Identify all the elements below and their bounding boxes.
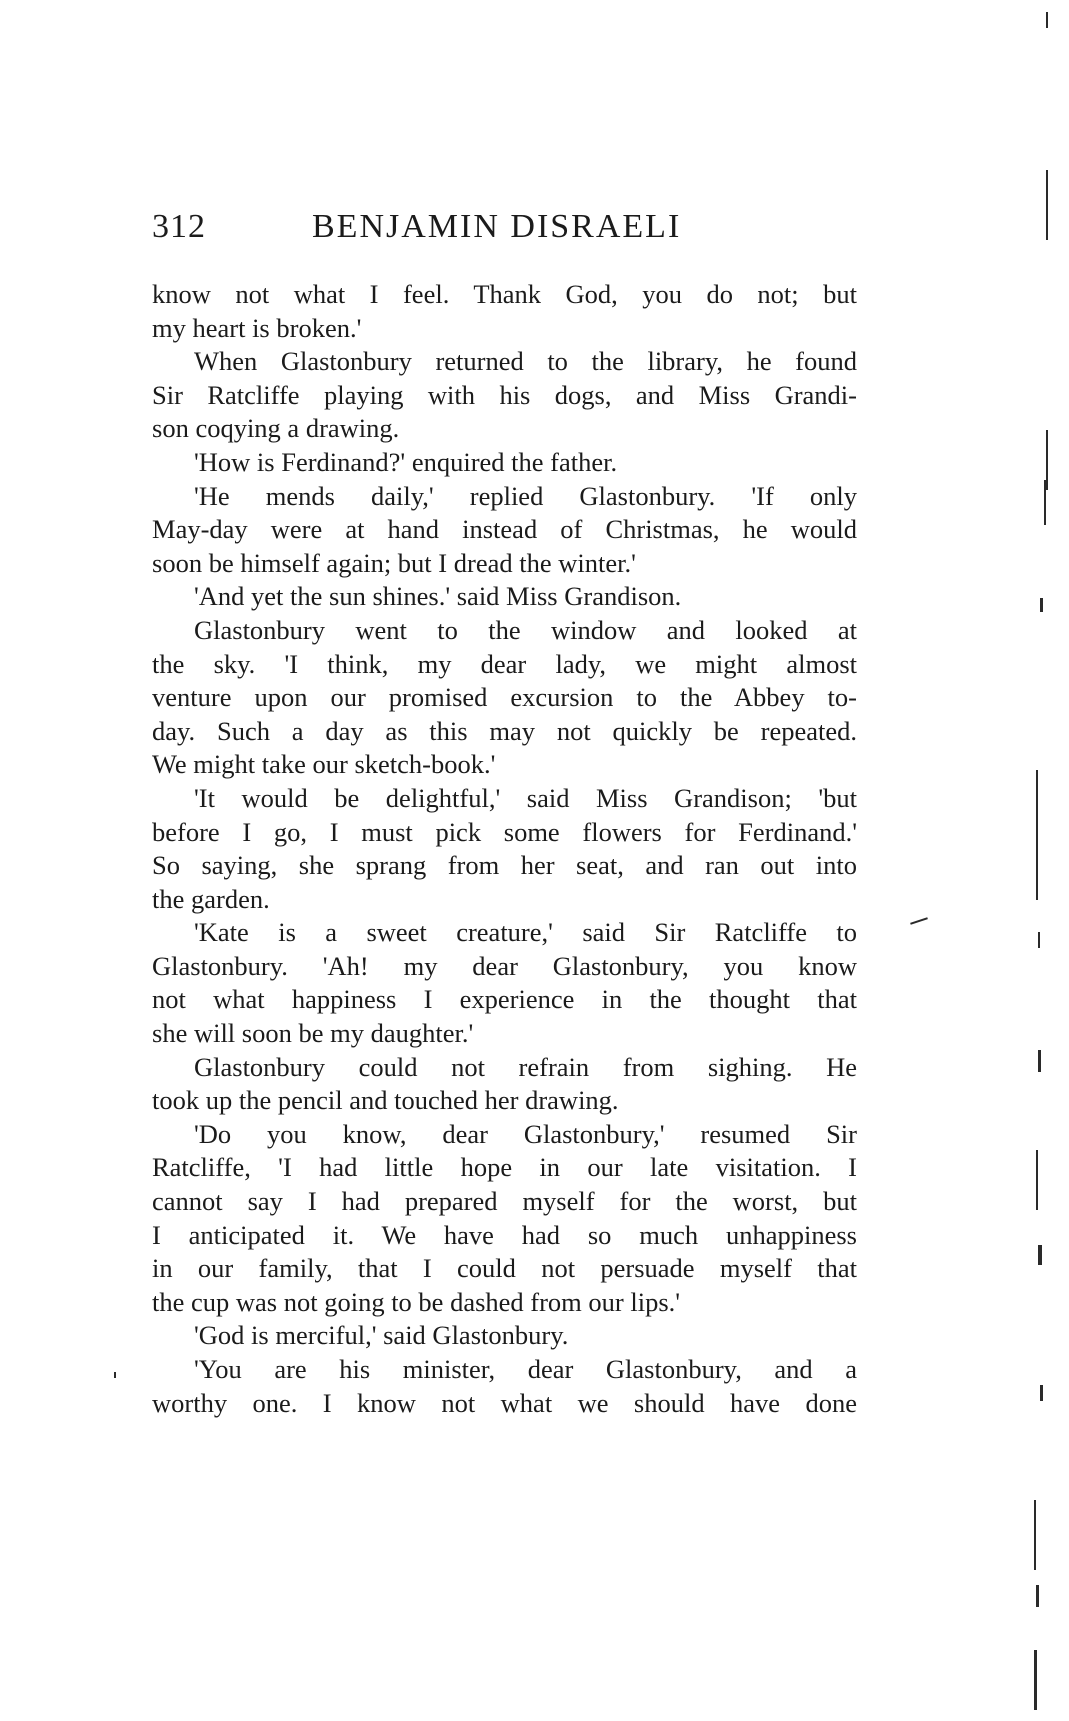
- text-line: before I go, I must pick some flowers for Ferdinand.': [152, 816, 857, 847]
- text-line: 'You are his minister, dear Glastonbury, and a: [194, 1354, 857, 1384]
- scan-artifact: [1036, 1150, 1038, 1210]
- text-line: 'How is Ferdinand?' enquired the father.: [194, 446, 618, 477]
- text-line: We might take our sketch-book.': [152, 749, 496, 780]
- running-head: BENJAMIN DISRAELI: [312, 208, 682, 245]
- text-line: 'He mends daily,' replied Glastonbury. 'If only: [194, 480, 857, 511]
- text-line: my heart is broken.': [152, 312, 362, 343]
- text-line: cannot say I had prepared myself for the worst, but: [152, 1186, 857, 1217]
- scan-artifact: [1046, 430, 1048, 490]
- text-line: Glastonbury. 'Ah! my dear Glastonbury, you know: [152, 950, 857, 981]
- text-line: 'Do you know, dear Glastonbury,' resumed Sir: [194, 1118, 857, 1149]
- text-line: I anticipated it. We have had so much unhappiness: [152, 1219, 857, 1250]
- text-line: the sky. 'I think, my dear lady, we might almost: [152, 648, 857, 679]
- scan-artifact: [1038, 1245, 1042, 1265]
- body-text: [152, 278, 857, 1420]
- text-line: worthy one. I know not what we should have done: [152, 1387, 857, 1418]
- text-line: 'Kate is a sweet creature,' said Sir Ratcliffe to: [194, 917, 857, 948]
- scan-artifact: [1036, 770, 1038, 900]
- scan-artifact: [114, 1372, 116, 1378]
- scan-artifact: [1034, 1500, 1036, 1570]
- text-line: When Glastonbury returned to the library, he found: [194, 346, 857, 377]
- scan-artifact: [1046, 12, 1048, 28]
- page-header: [152, 208, 857, 248]
- scan-artifact: [1034, 1650, 1037, 1710]
- text-line: Glastonbury could not refrain from sighing. He: [194, 1051, 857, 1082]
- text-line: Sir Ratcliffe playing with his dogs, and Miss Grandi-: [152, 379, 857, 410]
- text-line: May-day were at hand instead of Christmas, he would: [152, 514, 857, 545]
- scan-artifact: [1044, 480, 1046, 525]
- scan-artifact: [1038, 1050, 1041, 1072]
- text-line: the garden.: [152, 883, 270, 914]
- text-line: 'God is merciful,' said Glastonbury.: [194, 1320, 569, 1351]
- text-line: son coqying a drawing.: [152, 413, 400, 444]
- text-line: Ratcliffe, 'I had little hope in our late visitation. I: [152, 1152, 857, 1183]
- text-line: not what happiness I experience in the thought that: [152, 984, 857, 1015]
- text-line: know not what I feel. Thank God, you do not; but: [152, 279, 857, 309]
- text-line: day. Such a day as this may not quickly be repeated.: [152, 715, 857, 746]
- scan-artifact: [1038, 932, 1040, 948]
- text-line: in our family, that I could not persuade myself that: [152, 1253, 857, 1284]
- text-line: Glastonbury went to the window and looked at: [194, 614, 857, 645]
- scan-artifact: [1036, 1585, 1039, 1607]
- text-line: took up the pencil and touched her drawing.: [152, 1085, 619, 1116]
- page-number: 312: [152, 208, 206, 245]
- text-line: she will soon be my daughter.': [152, 1018, 474, 1049]
- text-line: soon be himself again; but I dread the winter.': [152, 547, 636, 578]
- scan-artifact: [910, 917, 928, 924]
- text-line: venture upon our promised excursion to the Abbey to-: [152, 682, 857, 713]
- text-line: the cup was not going to be dashed from our lips.': [152, 1286, 681, 1317]
- text-line: 'And yet the sun shines.' said Miss Grandison.: [194, 581, 682, 612]
- text-line: 'It would be delightful,' said Miss Grandison; 'but: [194, 782, 857, 813]
- text-line: So saying, she sprang from her seat, and ran out into: [152, 850, 857, 881]
- scan-artifact: [1040, 598, 1043, 612]
- scan-artifact: [1040, 1385, 1043, 1401]
- scan-artifact: [1046, 170, 1048, 240]
